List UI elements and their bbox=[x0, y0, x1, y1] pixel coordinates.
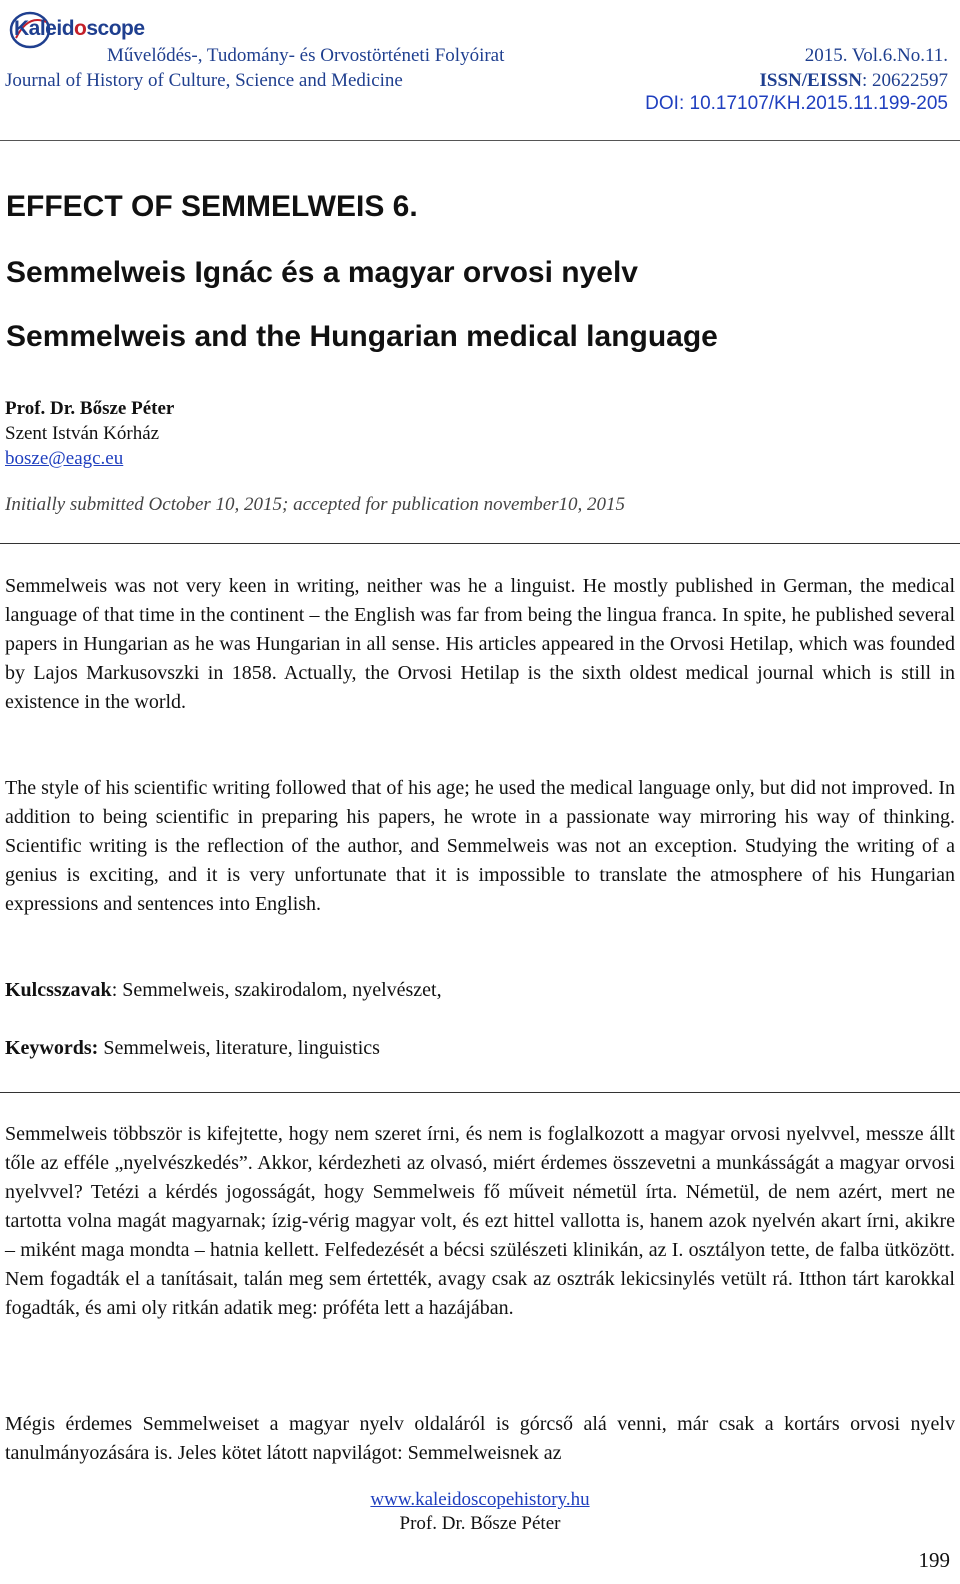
keywords-hungarian: Kulcsszavak: Semmelweis, szakirodalom, nyelvészet, bbox=[5, 979, 442, 1001]
page-footer bbox=[0, 1488, 960, 1536]
abstract-divider-top bbox=[0, 543, 960, 544]
author-block bbox=[5, 396, 174, 471]
journal-title-en: Journal of History of Culture, Science and Medicine bbox=[5, 70, 403, 91]
abstract-paragraph-2: The style of his scientific writing followed that of his age; he used the medical language only, but did not improved. In addition to being scientific in preparing his papers, he wrote in a passionate way mirroring his way of thinking. Scientific writing is the reflection of the author, and Semmelweis was not an exception. Studying the writing of a genius is exciting, and it is very unfortunate that it is impossible to translate the atmosphere of his Hungarian expressions and sentences into English. bbox=[5, 777, 955, 915]
author-affiliation: Szent István Kórház bbox=[5, 423, 160, 444]
submission-dates: Initially submitted October 10, 2015; accepted for publication november10, 2015 bbox=[5, 494, 626, 515]
title-hungarian: Semmelweis Ignác és a magyar orvosi nyelv bbox=[6, 256, 638, 289]
title-english: Semmelweis and the Hungarian medical language bbox=[6, 320, 718, 353]
issue-info: 2015. Vol.6.No.11. bbox=[804, 45, 948, 66]
author-email-link[interactable]: bosze@eagc.eu bbox=[5, 448, 124, 469]
abstract-divider-bottom bbox=[0, 1092, 960, 1093]
issn-info: ISSN/EISSN: 20622597 bbox=[759, 70, 948, 91]
footer-website-link[interactable]: www.kaleidoscopehistory.hu bbox=[370, 1489, 590, 1510]
author-name: Prof. Dr. Bősze Péter bbox=[5, 398, 175, 419]
abstract-paragraph-1: Semmelweis was not very keen in writing, neither was he a linguist. He mostly published in German, the medical language of that time in the continent – the English was far from being the lingua franca. In spite, he published several papers in Hungarian as he was Hungarian in all sense. His articles appeared in the Orvosi Hetilap, which was founded by Lajos Markusovszki in 1858. Actually, the Orvosi Hetilap is the sixth oldest medical journal which is still in existence in the world. bbox=[5, 575, 955, 713]
footer-author: Prof. Dr. Bősze Péter bbox=[399, 1513, 561, 1534]
journal-title-hu: Művelődés-, Tudomány- és Orvostörténeti Folyóirat bbox=[107, 45, 505, 66]
journal-header bbox=[0, 0, 960, 142]
body-paragraph-2: Mégis érdemes Semmelweiset a magyar nyelv oldaláról is górcső alá venni, már csak a kortárs orvosi nyelv tanulmányozására is. Jeles kötet látott napvilágot: Semmelweisnek az bbox=[5, 1413, 955, 1464]
logo-wordmark: Kaleidoscope bbox=[14, 17, 145, 40]
doi-info[interactable]: DOI: 10.17107/KH.2015.11.199-205 bbox=[645, 93, 948, 114]
body-paragraph-1: Semmelweis többször is kifejtette, hogy nem szeret írni, és nem is foglalkozott a magyar orvosi nyelvvel, messze állt tőle az efféle „nyelvészkedés”. Akkor, kérdezheti az olvasó, miért érdemes összevetni a munkásságát a magyar orvosi nyelvvel? Tetézi a kérdés jogosságát, hogy Semmelweis fő műveit németül írta. Németül, de nem azért, mert ne tartotta volna magát magyarnak; ízig-vérig magyar volt, és ezt hittel vallotta is, hanem azok nyelvén akart írni, akikre – miként maga mondta – hatnia kellett. Felfedezését a bécsi szülészeti klinikán, az I. osztályon tette, de falba ütközött. Nem fogadták el a tanításait, talán meg sem értették, avagy csak az osztrák lekicsinylés vetült rá. Itthon tárt karokkal fogadták, és ami oly ritkán adatik meg: próféta lett a hazájában. bbox=[5, 1123, 955, 1319]
header-divider bbox=[0, 140, 960, 141]
page-number: 199 bbox=[918, 1548, 950, 1572]
keywords-english: Keywords: Semmelweis, literature, linguistics bbox=[5, 1037, 380, 1059]
series-title: EFFECT OF SEMMELWEIS 6. bbox=[6, 190, 418, 223]
